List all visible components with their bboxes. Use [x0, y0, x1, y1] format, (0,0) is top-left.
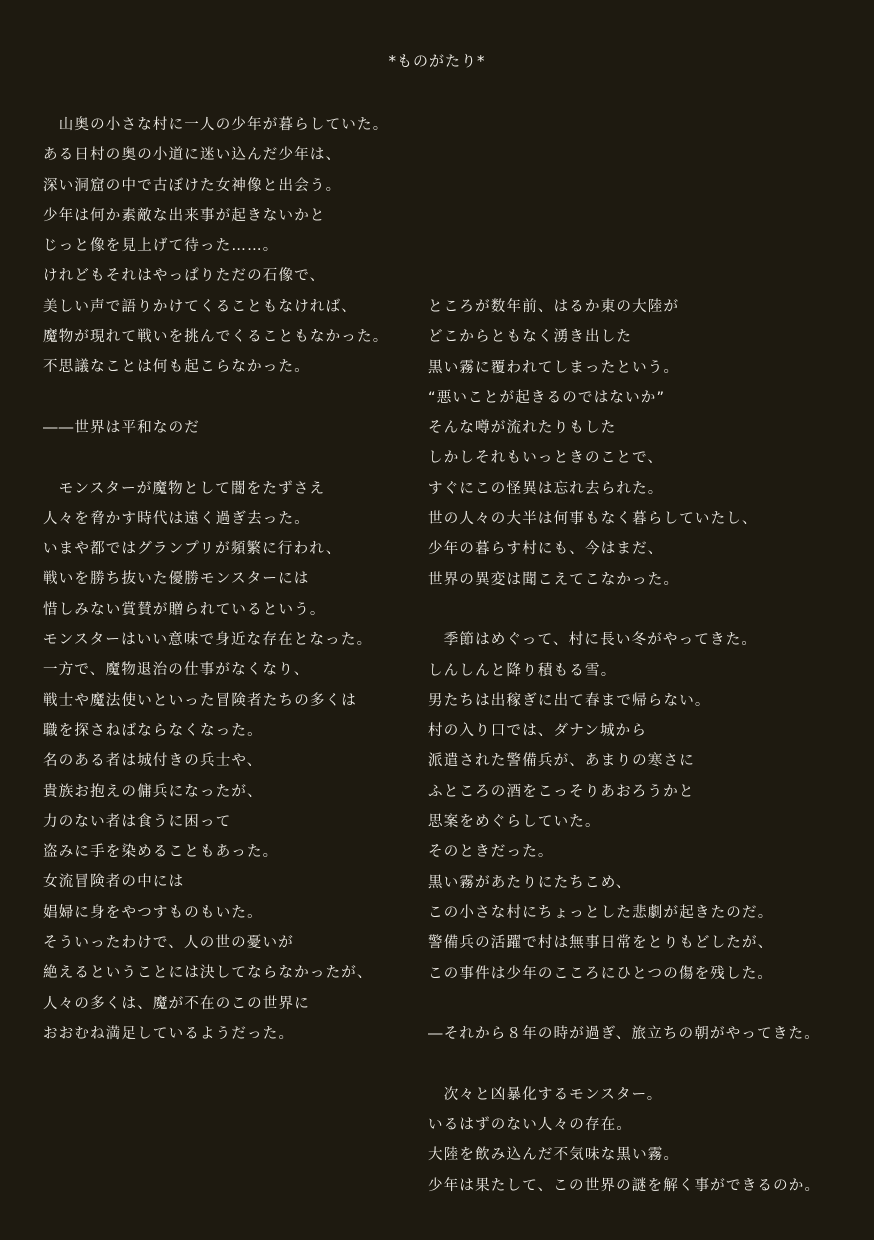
- text-line: 貴族お抱えの傭兵になったが、: [43, 783, 263, 800]
- text-line: 戦士や魔法使いといった冒険者たちの多くは: [43, 692, 357, 709]
- spacer: [428, 989, 848, 1019]
- text-line: 世の人々の大半は何事もなく暮らしていたし、: [428, 511, 758, 528]
- right-paragraph-1: [428, 292, 848, 595]
- text-line: 力のない者は食うに困って: [43, 813, 232, 830]
- text-line: じっと像を見上げて待った……。: [43, 238, 279, 255]
- text-line: 派遣された警備兵が、あまりの寒さに: [428, 753, 695, 770]
- text-line: モンスターが魔物として闇をたずさえ: [43, 480, 326, 497]
- left-paragraph-2: [43, 474, 463, 1050]
- right-paragraph-2: [428, 625, 848, 989]
- text-line: おおむね満足しているようだった。: [43, 1025, 295, 1042]
- text-line: 美しい声で語りかけてくることもなければ、: [43, 298, 357, 315]
- text-line: 世界の異変は聞こえてこなかった。: [428, 571, 680, 588]
- text-line: しかしそれもいっときのことで、: [428, 450, 664, 467]
- text-line: この事件は少年のこころにひとつの傷を残した。: [428, 965, 774, 982]
- text-line: そういったわけで、人の世の憂いが: [43, 935, 294, 952]
- text-line: 戦いを勝ち抜いた優勝モンスターには: [43, 571, 310, 588]
- text-line: 女流冒険者の中には: [43, 874, 185, 891]
- text-line: 職を探さねばならなくなった。: [43, 722, 263, 739]
- text-line: 山奥の小さな村に一人の少年が暮らしていた。: [43, 117, 389, 133]
- text-line: すぐにこの怪異は忘れ去られた。: [428, 480, 664, 497]
- text-line: 深い洞窟の中で古ぼけた女神像と出会う。: [43, 177, 342, 194]
- text-line: モンスターはいい意味で身近な存在となった。: [43, 632, 373, 649]
- text-line: ふところの酒をこっそりあおろうかと: [428, 783, 695, 800]
- text-line: 人々の多くは、魔が不在のこの世界に: [43, 995, 310, 1012]
- text-line: どこからともなく湧き出した: [428, 329, 633, 346]
- spacer: [43, 383, 463, 413]
- text-line: 絶えるということには決してならなかったが、: [43, 965, 373, 982]
- spacer: [428, 1049, 848, 1079]
- left-paragraph-1: [43, 110, 463, 383]
- text-line: 大陸を飲み込んだ不気味な黒い霧。: [428, 1147, 680, 1164]
- text-line: 不思議なことは何も起こらなかった。: [43, 359, 310, 376]
- text-line: 人々を脅かす時代は遠く過ぎ去った。: [43, 510, 310, 527]
- text-line: しんしんと降り積もる雪。: [428, 662, 617, 679]
- text-line: ある日村の奥の小道に迷い込んだ少年は、: [43, 147, 342, 164]
- text-line: そのときだった。: [428, 844, 554, 861]
- text-line: 盗みに手を染めることもあった。: [43, 844, 279, 861]
- text-line: ところが数年前、はるか東の大陸が: [428, 299, 680, 315]
- transition-line: ―それから８年の時が過ぎ、旅立ちの朝がやってきた。: [428, 1026, 820, 1043]
- text-line: 黒い霧があたりにたちこめ、: [428, 874, 632, 891]
- text-line: 思案をめぐらしていた。: [428, 814, 601, 831]
- text-line: 惜しみない賞賛が贈られているという。: [43, 601, 326, 618]
- right-column: [428, 292, 848, 1201]
- text-line: 一方で、魔物退治の仕事がなくなり、: [43, 662, 310, 679]
- aside-line: ――世界は平和なのだ: [43, 419, 200, 436]
- spacer: [43, 443, 463, 473]
- text-line: この小さな村にちょっとした悲劇が起きたのだ。: [428, 904, 774, 921]
- text-line: “悪いことが起きるのではないか”: [428, 389, 666, 406]
- text-line: そんな噂が流れたりもした: [428, 420, 617, 437]
- text-line: 娼婦に身をやつすものもいた。: [43, 904, 263, 921]
- text-line: 魔物が現れて戦いを挑んでくることもなかった。: [43, 329, 389, 346]
- page-title: *ものがたり*: [388, 52, 486, 70]
- text-line: 男たちは出稼ぎに出て春まで帰らない。: [428, 692, 711, 709]
- text-line: 警備兵の活躍で村は無事日常をとりもどしたが、: [428, 935, 774, 952]
- right-paragraph-3: [428, 1080, 848, 1201]
- text-line: 村の入り口では、ダナン城から: [428, 723, 648, 740]
- text-line: けれどもそれはやっぱりただの石像で、: [43, 268, 326, 285]
- left-column: [43, 110, 463, 1049]
- text-line: 黒い霧に覆われてしまったという。: [428, 359, 680, 376]
- text-line: 季節はめぐって、村に長い冬がやってきた。: [428, 632, 758, 649]
- spacer: [428, 595, 848, 625]
- text-line: 名のある者は城付きの兵士や、: [43, 753, 263, 770]
- text-line: いるはずのない人々の存在。: [428, 1117, 633, 1134]
- text-line: 次々と凶暴化するモンスター。: [428, 1086, 663, 1103]
- text-line: 少年の暮らす村にも、今はまだ、: [428, 541, 664, 558]
- text-line: 少年は何か素敵な出来事が起きないかと: [43, 207, 326, 224]
- text-line: 少年は果たして、この世界の謎を解く事ができるのか。: [428, 1177, 821, 1194]
- text-line: いまや都ではグランプリが頻繁に行われ、: [43, 541, 342, 558]
